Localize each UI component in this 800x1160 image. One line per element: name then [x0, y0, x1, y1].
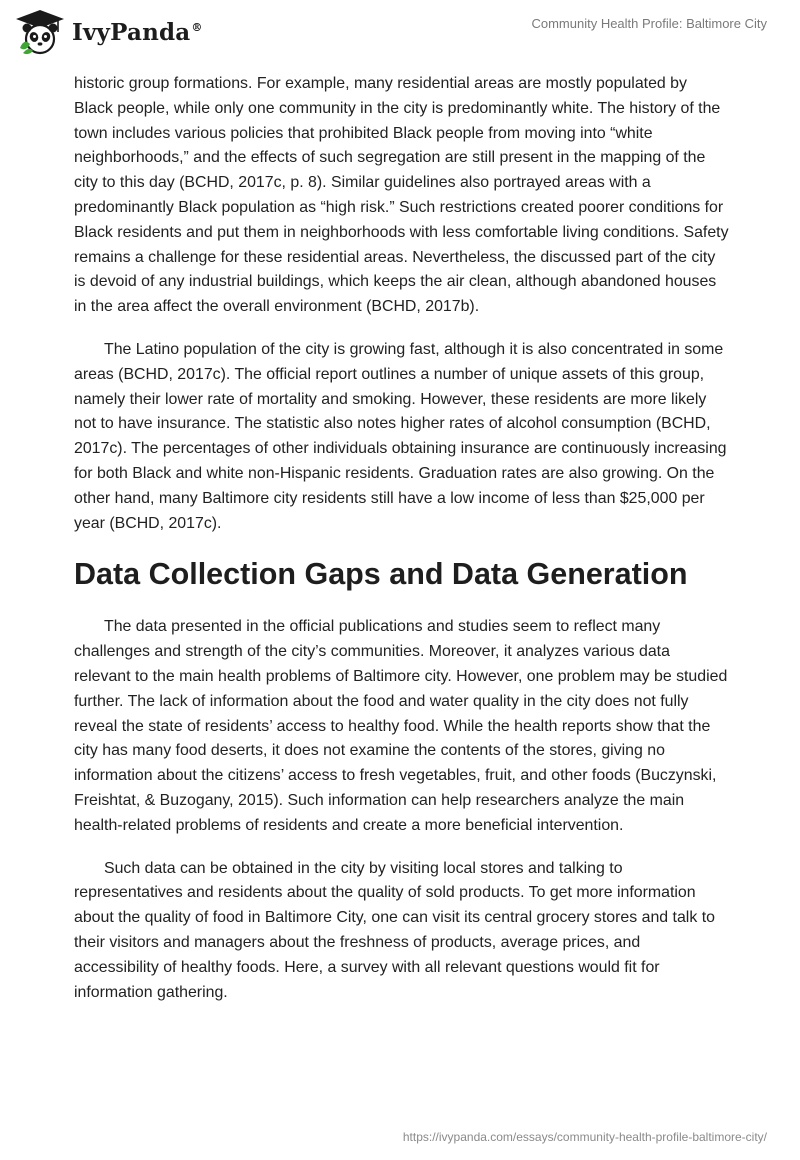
- ivypanda-logo-link[interactable]: [14, 8, 203, 56]
- paragraph-latino-population: The Latino population of the city is growing fast, although it is also concentrated in some areas (BCHD, 2017c). The official report outlines a number of unique assets of this group, namely their lower rate of mortality and smoking. However, these residents are more likely not to have insurance. The statistic also notes higher rates of alcohol consumption (BCHD, 2017c). The percentages of other individuals obtaining insurance are continuously increasing for both Black and white non-Hispanic residents. Graduation rates are also growing. On the other hand, many Baltimore city residents still have a low income of less than $25,000 per year (BCHD, 2017c).: [74, 340, 727, 532]
- page-header: [0, 0, 800, 62]
- panda-graduate-icon: [14, 8, 66, 56]
- source-url-link[interactable]: https://ivypanda.com/essays/community-health-profile-baltimore-city/: [402, 1130, 767, 1144]
- paragraph-data-gaps: The data presented in the official publications and studies seem to reflect many challenges and strength of the city’s communities. Moreover, it analyzes various data relevant to the main health problems of Baltimore city. However, one problem may be studied further. The lack of information about the food and water quality in the city does not fully reveal the state of residents’ access to healthy food. While the health reports show that the city has many food deserts, it does not examine the contents of the stores, giving no information about the citizens’ access to fresh vegetables, fruit, and other foods (Buczynski, Freishtat, & Buzogany, 2015). Such information can help researchers analyze the main health-related problems of residents and create a more beneficial intervention.: [74, 618, 728, 834]
- paragraph-data-generation: Such data can be obtained in the city by visiting local stores and talking to representatives and residents about the quality of sold products. To get more information about the quality of food in Baltimore City, one can visit its central grocery stores and talk to their visitors and managers about the freshness of products, average prices, and accessibility of healthy foods. Here, a survey with all relevant questions would fit for information gathering.: [74, 859, 715, 1001]
- logo-wordmark: IvyPanda®: [72, 18, 203, 46]
- paragraph-continued: historic group formations. For example, many residential areas are mostly populated by Black people, while only one community in the city is predominantly white. The history of the town includes various policies that prohibited Black people from moving into “white neighborhoods,” and the effects of such segregation are still present in the mapping of the city to this day (BCHD, 2017c, p. 8). Similar guidelines also portrayed areas with a predominantly Black population as “high risk.” Such restrictions created poorer conditions for Black residents and put them in neighborhoods with less comfortable living conditions. Safety remains a challenge for these residential areas. Nevertheless, the discussed part of the city is devoid of any industrial buildings, which keeps the air clean, although abandoned houses in the area affect the overall environment (BCHD, 2017b).: [74, 75, 729, 316]
- document-title: Community Health Profile: Baltimore City: [531, 16, 767, 31]
- essay-body: [74, 72, 729, 1023]
- section-heading: Data Collection Gaps and Data Generation: [74, 557, 688, 592]
